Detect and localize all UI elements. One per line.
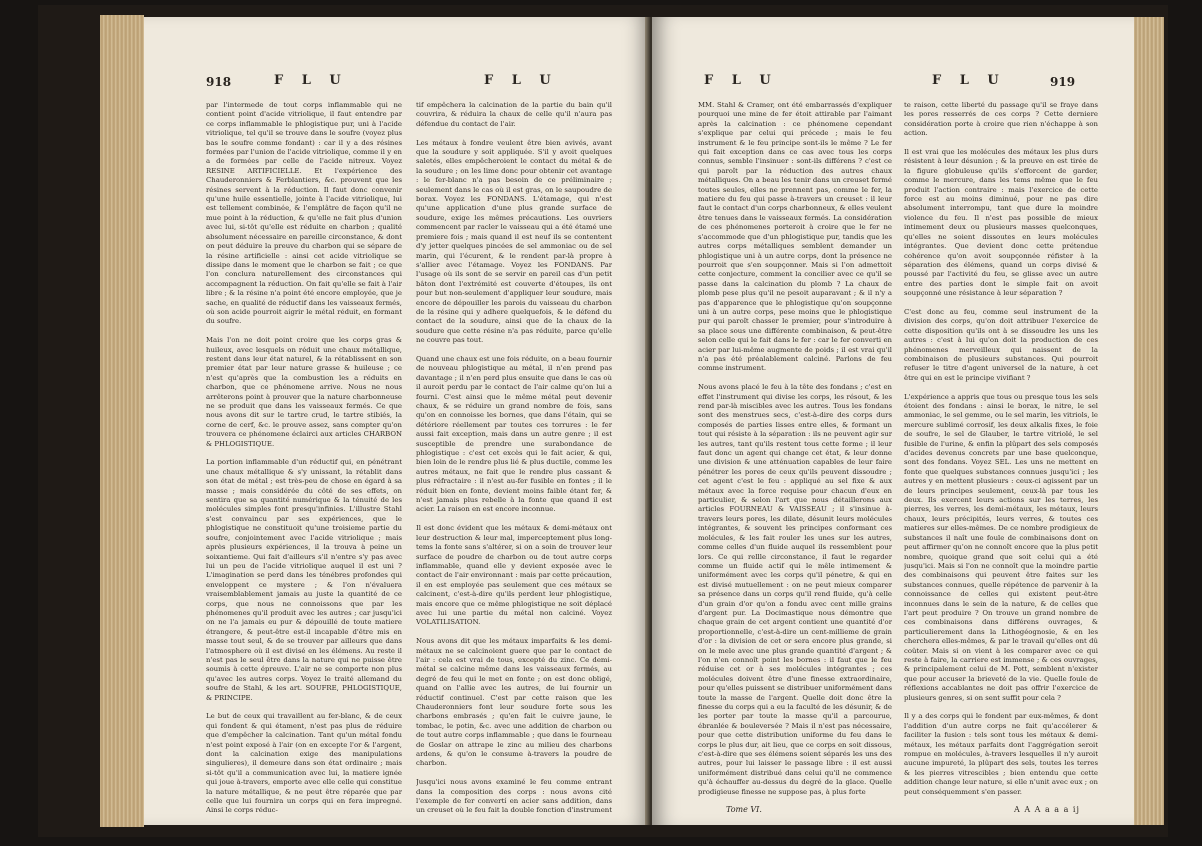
text-column-2: te raison, cette liberté du passage qu'il se fraye dans les pores resserrés de ces corps ? Cette derniere considération porte à croire que rien n'échappe à son action. Il est vrai que les molécules des métaux les plus durs résistent à leur désunion ; & la preuve en est tirée de la figure globuleuse qu'ils s'efforcent de garder, comme le mercure, dans les tems même que le feu produit l'action contraire : mais l'exercice de cette force est au moins diminué, pour ne pas dire absolument interrompu, tant que dure la moindre violence du feu. Il n'est pas possible de mieux intimement deux ou plusieurs masses quelconques, qu'elles ne soient dissoutes en leurs molécules intégrantes. Que devient donc cette prétendue cohérence qu'on avoit soupçonnée réfister à la séparation des élémens, quand un corps divisé & poussé par l'activité du feu, se glisse avec un autre entre des parties dont le simple fait on avoit soupçonné une résistance à leur séparation ? C'est donc au feu, comme seul instrument de la division des corps, qu'on doit attribuer l'exercice de cette disposition qu'ils ont à se dissoudre les uns les autres : c'est à lui qu'on doit la production de ces phénomenes merveilleux qui naissent de la combinaison de plusieurs substances. Qui pourroit refuser le titre d'agent universel de la nature, à cet être qui en est le principe vivifiant ? L'expérience a appris que tous ou presque tous les sels étoient des fondans : ainsi le borax, le nitre, le sel ammoniac, le sel gemme, ou le sel marin, les vitriols, le mercure sublimé corrosif, les deux alkalis fixes, le foie de soufre, le sel de Glauber, le tartre vitriolé, le sel fusible de l'urine, & enfin la plûpart des sels composés d'acides devenus concrets par une base quelconque, sont des fondans. Voyez SEL. Les uns ne mettent en fonte que quelques substances connues jusqu'ici ; les autres y en mettent plusieurs : ceux-ci agissent par un de leurs principes seulement, ceux-là par tous les deux. Ils exercent leurs actions sur les terres, les pierres, les verres, les demi-métaux, les métaux, leurs chaux, leurs précipités, leurs verres, & toutes ces matieres sur elles-mêmes. De ce nombre prodigieux de substances il naît une foule de combinaisons dont on peut affirmer qu'on ne connoît encore que la plus petit nombre, quoique grand que soit celui qui a été jusqu'ici. Mais si l'on ne connoît que la moindre partie des combinaisons qui peuvent être faites sur les substances connues, quelle répétence de parvenir à la connoissance de celles qui existent peut-être inconnues dans le sein de la nature, & de celles que l'art peut produire ? On trouve un grand nombre de ces combinaisons dans différens ouvrages, & particulierement dans la Lithogéognosie, & en les cherchera elles-mêmes, & par le travail qu'elles ont dû coûter. Mais si on vient à les comparer avec ce qui reste à faire, la carriere est immense ; & ces ouvrages, & principalement celui de M. Pott, semblent n'exister que pour accuser la brieveté de la vie. Quelle foule de réflexions accablantes ne doit pas offrir l'exercice de plusieurs genres, si on sent suffit pour cela ? Il y a des corps qui le fondent par eux-mêmes, & dont l'addition d'un autre corps ne fait qu'accélerer & faciliter la fusion : tels sont tous les métaux & demi-métaux, les métaux parfaits dont l'aggrégation seroit rompue en molécules, à-travers lesquelles il n'y auroit aucune impureté, la plûpart des sels, toutes les terres & les pierres vitrescibles ; bien entendu que cette addition change leur nature, si elle n'unit avec eux ; on peut conséquemment s'en passer. [904, 101, 1098, 796]
running-headword-left: F L U [704, 73, 778, 88]
running-headword-right: F L U [484, 73, 558, 88]
running-headword-left: F L U [274, 73, 348, 88]
running-headword-right: F L U [932, 73, 1006, 88]
right-page [652, 17, 1134, 825]
signature-mark: A A A a a a ij [1014, 805, 1080, 814]
page-number: 919 [1050, 75, 1076, 89]
volume-footer: Tome VI. [726, 805, 762, 814]
left-page-edges [100, 15, 144, 827]
left-page [144, 17, 650, 825]
text-column-1: MM. Stahl & Cramer, ont été embarrassés d'expliquer pourquoi une mine de fer étoit attirable par l'aimant après la calcination : ce phénomene cependant s'explique par celui qui précede ; mais le feu instrument & le feu principe sont-ils le même ? Le fer qui fait exception dans ce cas avec tous les corps connus, semble l'insinuer : sont-ils différens ? c'est ce qui paroît par la réduction des autres chaux métalliques. On a beau les tenir dans un creuset fermé toutes seules, elles ne prennent pas, comme le fer, la matiere du feu qui passe à-travers un creuset : il leur faut le contact d'un corps charbonneux, & elles veulent être tenues dans le vaisseaux fermés. La considération de ces phénomenes porteroit à croire que le fer ne s'accommode que d'un phlogistique pur, tandis que les autres corps métalliques semblent demander un phlogistique uni à un autre corps, dont la présence ne pourroit que s'en soupçonner. Mais si l'on admettoit cette conjecture, comment la concilier avec ce qu'il se passe dans la calcination du plomb ? La chaux de plomb pese plus qu'il ne pesoit auparavant ; & il n'y a pas d'apparence que le phlogistique qu'on soupçonne uni à un autre corps, pese moins que le phlogistique pur qui paroît chasser le premier, pour s'introduire à sa place sous une différente combinaison, & peut-être selon celle qui le fait dans le fer : car le fer converti en acier par lui-même augmente de poids ; il est vrai qu'il n'a pas été préalablement calciné. Parlons de feu comme instrument. Nous avons placé le feu à la tête des fondans ; c'est en effet l'instrument qui divise les corps, les résout, & les rend par-là miscibles avec les autres. Tous les fondans sont des menstrues secs, c'est-à-dire des corps durs composés de parties lisses entre elles, & formant un tout qui résiste à la séparation : ils ne peuvent agir sur les autres, tant qu'ils restent tous cette forme ; il leur faut donc un agent qui change cet état, & leur donne une division & une atténuation capables de leur faire pénétrer les pores de ceux qu'ils peuvent dissoudre ; cet agent c'est le feu : appliqué au sel fixe & aux métaux avec la force requise pour chacun d'eux en particulier, & selon l'art que nous détaillerons aux articles FOURNEAU & VAISSEAU ; il s'insinue à-travers leurs pores, les dilate, désunit leurs molécules intégrantes, & souvent les principes conformant ces molécules, & les fait rouler les unes sur les autres, comme celles d'un fluide auquel ils ressemblent pour lors. Ce qui rellle circonstance, il faut le regarder comme un fluide actif qui le mêle intimement & uniformément avec les corps qu'il pénetre, & qui en est divisé mutuellement : on ne peut mieux comparer sa présence dans un corps qu'il rend fluide, qu'à celle d'un grain d'or qu'on a fondu avec cent mille grains d'argent pur. La Docimastique nous démontre que chaque grain de cet argent contient une quantité d'or proportionnelle, c'est-à-dire un cent-millieme de grain d'or : la division de cet or sera encore plus grande, si on le mele avec une plus grande quantité d'argent ; & l'on n'en connoît point les bornes : il faut que le feu réduise cet or à ses molécules intégrantes ; ces molécules doivent être d'une finesse extraordinaire, pour qu'elles puissent se distribuer uniformément dans toute la masse de l'argent. Quelle doit donc être la finesse du corps qui a eu la faculté de les désunir, & de les porter par toute la masse qu'il a parcourue, ébranlée & bouleversée ? Mais il n'est pas nécessaire, pour que cette distribution uniforme du feu dans le corps le plus dur, ait lieu, que ce corps en soit dissous, c'est-à-dire que ses élémens soient séparés les uns des autres, pour lui laisser le passage libre : il est aussi uniformément distribué dans celui qu'il ne commence qu'à échauffer au-dessus du degré de la glace. Quelle prodigieuse finesse ne suppose pas, à plus forte [698, 101, 892, 796]
text-column-1: par l'intermede de tout corps inflammable qui ne contient point d'acide vitriolique, il faut entendre par ce corps inflammable le phlogistique pur, uni à l'acide vitriolique, tel qu'il se trouve dans le soufre (voyez plus bas le soufre comme fondant) : car il y a des résines formées par l'union de l'acide vitriolique, comme il y en a de formées par celle de l'acide nitreux. Voyez RESINE ARTIFICIELLE. Et l'expérience des Chauderonniers & Ferblantiers, &c. prouvent que les résines servent à la réduction. Il faut donc convenir qu'une huile essentielle, jointe à l'acide vitriolique, lui est tellement combinée, & l'emplâtre de façon qu'il ne mue point à la réduction, & qu'elle ne fait plus d'union avec lui, si-tôt qu'elle est réduite en charbon ; qualité absolument nécessaire en pareille circonstance, & dont on peut déduire la preuve du charbon qui se sépare de la résine artificielle : ainsi cet acide vitriolique se dissipe dans le moment que le charbon se fait ; ce que l'on conclura naturellement des circonstances qui accompagnent la réduction. On fait qu'elle se fait à l'air libre ; & la résine n'a point été encore employée, que je sache, en qualité de réductif dans les vaisseaux fermés, où son acide pourroit aigrir le métal réduit, en formant du soufre. Mais l'on ne doit point croire que les corps gras & huileux, avec lesquels on réduit une chaux métallique, restent dans leur état naturel, & la rétablissent en son premier état par leur nature grasse & huileuse ; ce n'est qu'après que la combustion les a réduits en charbon, que ce phénomene arrive. Nous ne nous arrêterons point à prouver que la nature charbonneuse ne se produit que dans les vaisseaux fermés. Ce que nous avons dit sur le tartre crud, le tartre stibiés, la corne de cerf, &c. le prouve assez, sans compter qu'on trouvera ce phénomene éclairci aux articles CHARBON & PHLOGISTIQUE. La portion inflammable d'un réductif qui, en pénétrant une chaux métallique & s'y unissant, la rétablit dans son état de métal ; est très-peu de chose en égard à sa masse ; mais considérée du côté de ses effets, on sentira que sa quantité numérique & la ténuité de les molécules simples font presqu'infinies. L'illustre Stahl s'est convaincu par ses expériences, que le phlogistique ne constituoit qu'une troisieme partie du soufre, conjointement avec l'acide vitriolique ; mais après plusieurs expériences, il la trouva à peine un soixantieme. Qui fait d'ailleurs s'il n'entre s'y pas avec lui un peu de l'acide vitriolique auquel il est uni ? L'imagination se perd dans les ténébres profondes qui enveloppent ce mystere ; & l'on n'évaluera vraisemblablement jamais au juste la quantité de ce corps, que nous ne connoissons que par les phénomenes qu'il produit avec les autres ; car jusqu'ici on ne l'a jamais eu pur & dépouillé de toute matiere étrangere, & peut-être est-il incapable d'être mis en masse tout seul, & de se trouver par ailleurs que dans l'atmosphere où il est divisé en les élémens. Au reste il n'est pas le seul être dans la nature qui ne puisse être soumis à cette épreuve. L'air ne se comporte non plus qu'avec les autres corps. Voyez le traité allemand du soufre de Stahl, & les art. SOUFRE, PHLOGISTIQUE, & PRINCIPE. Le but de ceux qui travaillent au fer-blanc, & de ceux qui fondent & qui étament, n'est pas plus de réduire que d'empêcher la calcination. Tant qu'un métal fondu n'est point exposé à l'air (on en excepte l'or & l'argent, dont la calcination exige des manipulations singulieres), il demeure dans son état ordinaire ; mais si-tôt qu'il a communication avec lui, la matiere ignée qui joue à-travers, emporte avec elle celle qui constitue la nature métallique, & ne peut être réparée que par celle que lui fournira un corps qui en fera impregné. Ainsi le corps réduc- [206, 101, 402, 815]
book-spread [38, 5, 1168, 837]
right-page-edges [1134, 17, 1164, 825]
text-column-2: tif empêchera la calcination de la partie du bain qu'il couvrira, & réduira la chaux de celle qu'il n'aura pas défendue du contact de l'air. Les métaux à fondre veulent être bien avivés, avant que la soudure y soit appliquée. S'il y avoit quelques saletés, elles empêcheroient le contact du métal & de la soudure ; on les lime donc pour obtenir cet avantage : le fer-blanc n'a pas besoin de ce préliminaire ; seulement dans le cas où il est gras, on le saupoudre de borax. Voyez les FONDANS. L'étamage, qui n'est qu'une application d'une plus grande surface de soudure, exige les mêmes précautions. Les ouvriers commencent par racler le vaisseau qui a été étamé une premiere fois ; mais quand il est neuf ils se contentent d'y jetter quelques pincées de sel ammoniac ou de sel marin, qui l'écurent, & le rendent par-là propre à s'allier avec l'étamage. Voyez les FONDANS. Par l'usage où ils sont de se servir en pareil cas d'un petit bâton dont l'extrémité est couverte d'étoupes, ils ont pour but non-seulement d'appliquer leur soudure, mais encore de dépouiller les parois du vaisseau du charbon de la résine qui y adhere quelquefois, & le défend du contact de la soudure, ainsi que de la chaux de la soudure que cette résine n'a pas réduite, parce qu'elle ne couvre pas tout. Quand une chaux est une fois réduite, on a beau fournir de nouveau phlogistique au métal, il n'en prend pas davantage ; il n'en perd plus ensuite que dans le cas où il auroit perdu par le contact de l'air calme qu'on lui a fourni. C'est ainsi que le même métal peut devenir chaux, & se réduire un grand nombre de fois, sans qu'on en connoisse les bornes, que dans l'étain, qui se détériore réellement par toutes ces torrures : le fer aussi fait exception, mais dans un autre genre ; il est susceptible de prendre une surabondance de phlogistique : c'est cet excès qui le fait acier, & qui, bien loin de le rendre plus lié & plus ductile, comme les autres métaux, ne fait que le rendre plus cassant & plus réfractaire : il n'est au-fer fusible en fontes ; il le réduit bien en fonte, devient moins faible étant fer, & n'est jamais plus rebelle à la fonte que quand il est acier. La raison en est encore inconnue. Il est donc évident que les métaux & demi-métaux ont leur destruction & leur mal, imperceptement plus long-tems la fonte sans s'altérer, si on a soin de trouver leur surface de poudre de charbon ou de tout autre corps inflammable, quand elle y devient exposée avec le contact de l'air environnant : mais par cette précaution, il en est employée pas seulement que ces métaux se calcinent, c'est-à-dire qu'ils perdent leur phlogistique, mais encore que ce même phlogistique ne soit déplacé avec lui une partie du métal non calciné. Voyez VOLATILISATION. Nous avons dit que les métaux imparfaits & les demi-métaux ne se calcinoient guere que par le contact de l'air : cela est vrai de tous, excepté du zinc. Ce demi-métal se calcine même dans les vaisseaux fermés, au degré de feu qui le met en fonte ; on est donc obligé, quand on l'allie avec les autres, de lui fournir un réductif continuel. C'est par cette raison que les Chauderonniers font leur soudure forte sous les charbons embrasés ; qu'en fait le cuivre jaune, le tombac, le potin, &c. avec une addition de charbon ou de tout autre corps inflammable ; que dans le fourneau de Goslar on attrape le zinc au milieu des charbons ardens, & qu'on le consume à-travers la poudre de charbon. Jusqu'ici nous avons examiné le feu comme entrant dans la composition des corps : nous avons cité l'exemple de fer convertí en acier sans addition, dans un creuset où le feu fait la double fonction d'instrument [416, 101, 612, 815]
page-number: 918 [206, 75, 232, 89]
